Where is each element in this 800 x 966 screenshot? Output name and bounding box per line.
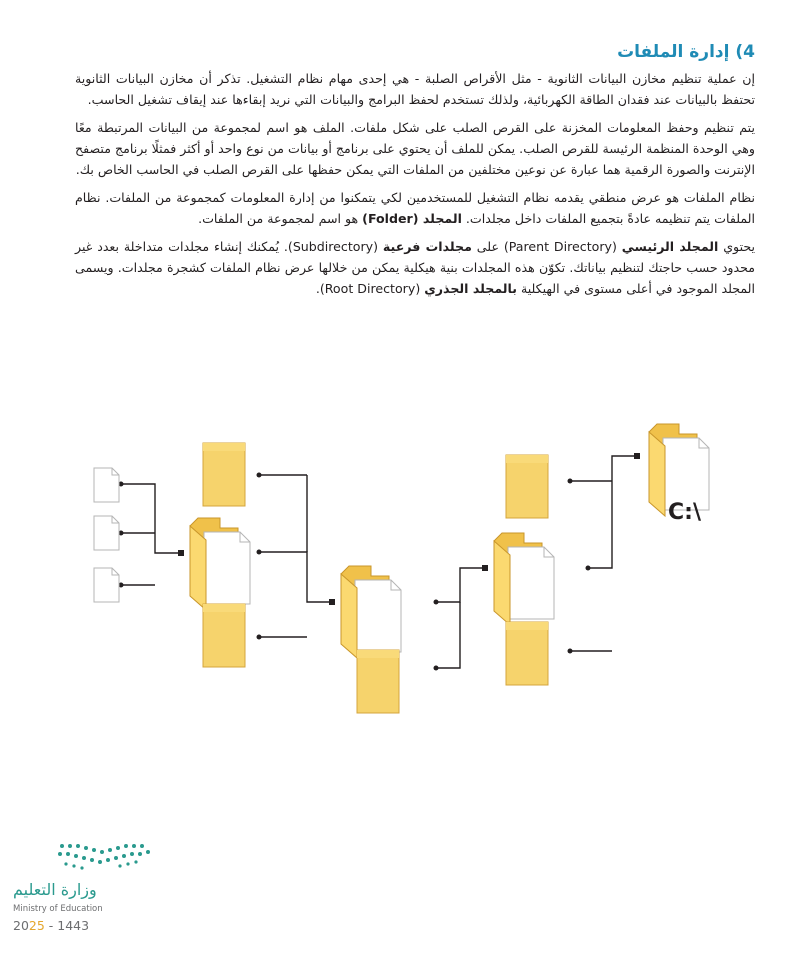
ministry-name-arabic: وزارة التعليم (13, 880, 97, 899)
paragraph-2: يتم تنظيم وحفظ المعلومات المخزنة على القرص الصلب على شكل ملفات. الملف هو اسم لمجموعة من البيانات المرتبطة معًا وهي الوحدة المنظمة الرئيسة للقرص الصلب. يمكن للملف أن يحتوي على برنامج أو بيانات من نوع واحد أو أكثر فمثلًا برنامج متصفح الإنترنت والصورة الرقمية هما عبارة عن نوعين مختلفين من الملفات التي يمكن حفظها على القرص الصلب في الحاسب الخاص بك. (75, 120, 755, 177)
term-parent-directory: المجلد الرئيسي (621, 239, 719, 254)
folder-icon[interactable] (506, 622, 548, 685)
paragraph-4: يحتوي المجلد الرئيسي (Parent Directory) على مجلدات فرعية (Subdirectory). يُمكنك إنشاء مجلدات متداخلة بعدد غير محدود حسب حاجتك لتنظيم بياناتك. تكوّن هذه المجلدات بنية هيكلية يمكن من خلالها عرض نظام الملفات كشجرة مجلدات. ويسمى المجلد الموجود في أعلى مستوى في الهيكلية بالمجلد الجذري (Root Directory). (75, 239, 755, 296)
ministry-logo-dots-icon (10, 838, 160, 878)
term-root-directory: بالمجلد الجذري (424, 281, 517, 296)
folder-icon[interactable] (203, 443, 245, 506)
page-footer-year: 2025 - 1443 (13, 918, 90, 933)
folder-tree-diagram (0, 400, 800, 730)
ministry-logo (10, 838, 170, 958)
folder-icon[interactable] (357, 650, 399, 713)
folder-icon[interactable] (203, 604, 245, 667)
file-icon[interactable] (94, 468, 119, 502)
term-subdirectory: مجلدات فرعية (382, 239, 472, 254)
open-folder-icon[interactable] (190, 518, 250, 610)
file-icon[interactable] (94, 516, 119, 550)
paragraph-1: إن عملية تنظيم مخازن البيانات الثانوية - مثل الأقراص الصلبة - هي إحدى مهام نظام التشغيل. تذكر أن مخازن البيانات الثانوية تحتفظ بالبيانات عند فقدان الطاقة الكهربائية، ولذلك تستخدم لحفظ البرامج والبيانات التي نريد إبقاءها عند إيقاف تشغيل الحاسب. (75, 71, 755, 107)
open-folder-icon[interactable] (341, 566, 401, 658)
section-heading: 4) إدارة الملفات (617, 42, 755, 62)
root-directory-label: C:\ (668, 500, 701, 525)
file-icon[interactable] (94, 568, 119, 602)
content-section (75, 40, 755, 306)
folder-icon[interactable] (506, 455, 548, 518)
page-number: 25 (28, 918, 45, 933)
ministry-name-english: Ministry of Education (13, 904, 103, 914)
paragraph-3: نظام الملفات هو عرض منطقي يقدمه نظام التشغيل للمستخدمين لكي يتمكنوا من إدارة المعلومات كمجموعة من الملفات. نظام الملفات يتم تنظيمه عادةً بتجميع الملفات داخل مجلدات. المجلد (Folder) هو اسم لمجموعة من الملفات. (75, 190, 755, 226)
term-folder: المجلد (Folder) (362, 211, 462, 226)
connector-line-extra (436, 602, 460, 668)
open-folder-icon[interactable] (494, 533, 554, 625)
